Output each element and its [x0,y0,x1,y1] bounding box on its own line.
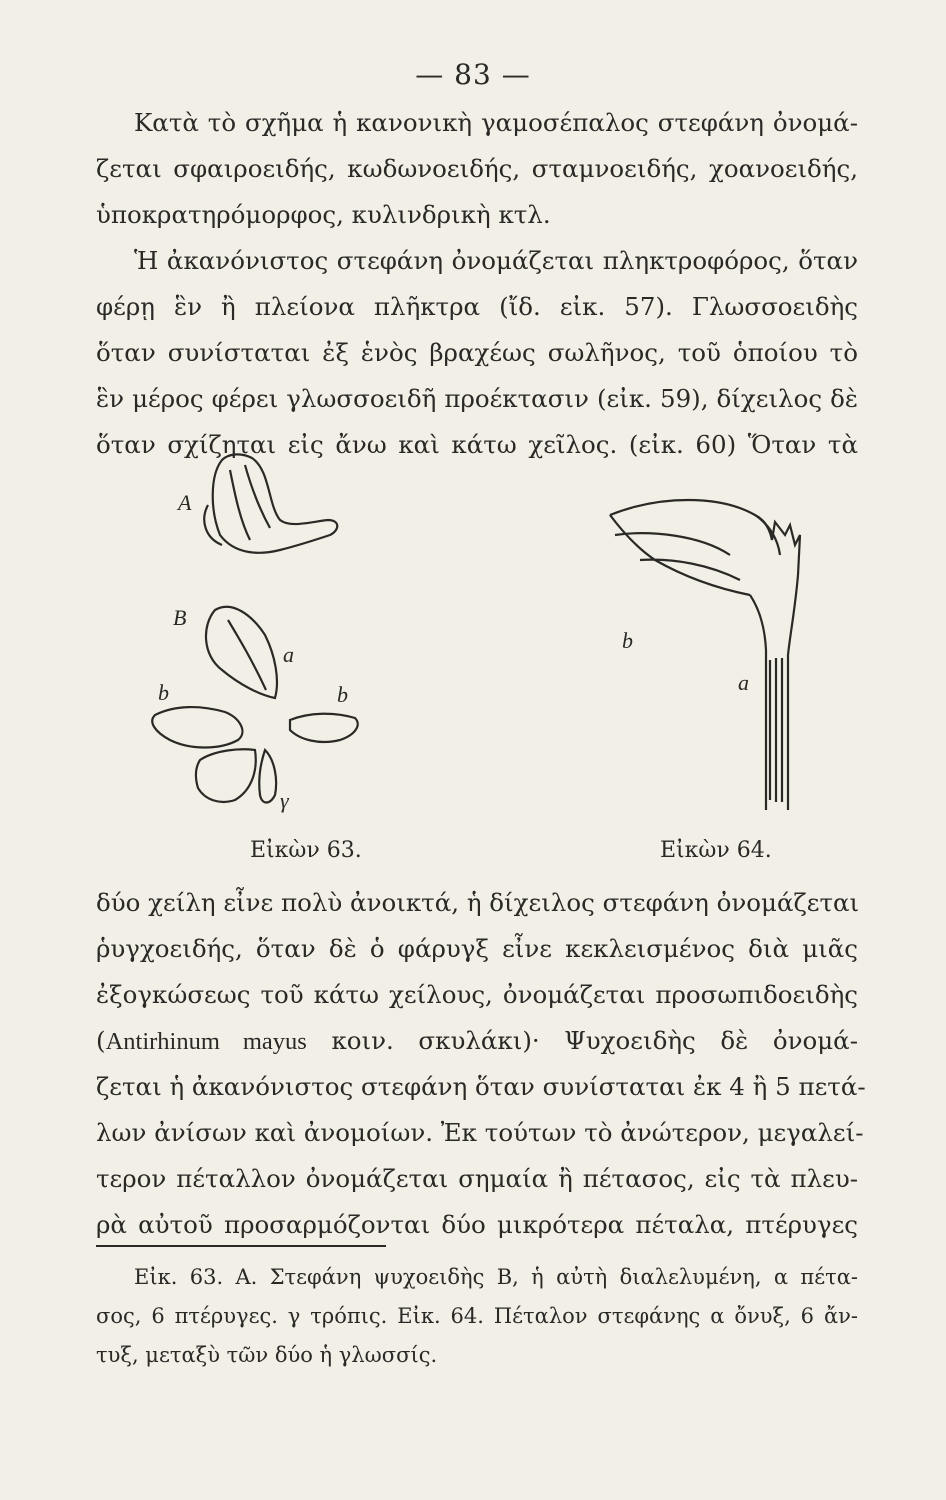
text-line-latin [96,1018,858,1064]
text-line: ὅταν σχίζηται εἰς ἄνω καὶ κάτω χεῖλος. (εἰκ. 60) Ὅταν τὰ [96,430,858,459]
figure-64-caption: Εἰκὼν 64. [660,838,772,863]
figure-64-label-b: b [622,628,633,653]
paragraph-bottom [96,880,866,1248]
text-line: δύο χείλη εἶνε πολὺ ἀνοικτά, ἡ δίχειλος στεφάνη ὀνομάζεται [96,888,860,917]
text-line: ῥυγχοειδής, ὅταν δὲ ὁ φάρυγξ εἶνε κεκλεισμένος διὰ μιᾶς [96,934,858,963]
figure-63-label-b-upper: B [173,605,187,630]
text-line: λων ἀνίσων καὶ ἀνομοίων. Ἐκ τούτων τὸ ἀνώτερον, μεγαλεί- [96,1118,864,1147]
footnote-line: τυξ, μεταξὺ τῶν δύο ἡ γλωσσίς. [96,1343,438,1367]
figure-63-label-gamma: γ [280,788,289,813]
paragraph-top [96,100,858,468]
text-line: ὑποκρατηρόμορφος, κυλινδρικὴ κτλ. [96,200,551,229]
text-line: τερον πέταλλον ὀνομάζεται σημαία ἢ πέτασος, εἰς τὰ πλευ- [96,1164,858,1193]
text-line: φέρῃ ἓν ἢ πλείονα πλῆκτρα (ἴδ. εἰκ. 57). Γλωσσοειδὴς [96,292,858,321]
footnote-line: Εἰκ. 63. Α. Στεφάνη ψυχοειδὴς Β, ἡ αὐτὴ διαλελυμένη, α πέτα- [134,1265,858,1289]
footnote-rule [96,1245,386,1247]
text-line: ἓν μέρος φέρει γλωσσοειδῆ προέκτασιν (εἰκ. 59), δίχειλος δὲ [96,384,858,413]
latin-name: Antirhinum mayus [105,1028,307,1055]
paren-open: ( [96,1026,106,1055]
text-line: Κατὰ τὸ σχῆμα ἡ κανονικὴ γαμοσέπαλος στεφάνη ὀνομά- [134,108,858,137]
page-number: — 83 — [415,58,531,91]
footnote [96,1258,858,1375]
figure-63-illustration [140,450,370,820]
text-line: ἐξογκώσεως τοῦ κάτω χείλους, ὀνομάζεται προσωπιδοειδὴς [96,980,858,1009]
footnote-line: σος, 6 πτέρυγες. γ τρόπις. Εἰκ. 64. Πέταλον στεφάνης α ὄνυξ, 6 ἄν- [96,1304,858,1328]
text-line: Ἡ ἀκανόνιστος στεφάνη ὀνομάζεται πληκτροφόρος, ὅταν [134,246,858,275]
figure-64-illustration [580,480,820,820]
figure-63-label-a-lower: a [283,642,294,667]
text-line: ρὰ αὐτοῦ προσαρμόζονται δύο μικρότερα πέταλα, πτέρυγες [96,1210,858,1239]
text-line: ὅταν συνίσταται ἐξ ἑνὸς βραχέως σωλῆνος, τοῦ ὁποίου τὸ [96,338,858,367]
text-line-rest: κοιν. σκυλάκι)· Ψυχοειδὴς δὲ ὀνομά- [306,1026,859,1055]
figure-64-label-a: a [738,670,749,695]
text-line: ζεται ἡ ἀκανόνιστος στεφάνη ὅταν συνίσταται ἐκ 4 ἢ 5 πετά- [96,1072,866,1101]
figure-63-caption: Εἰκὼν 63. [250,838,362,863]
figure-63-label-b-right: b [337,682,348,707]
figure-63-label-b-left: b [158,680,169,705]
text-line: ζεται σφαιροειδής, κωδωνοειδής, σταμνοειδής, χοανοειδής, [96,154,858,183]
figure-63-label-a-upper: A [178,490,192,515]
